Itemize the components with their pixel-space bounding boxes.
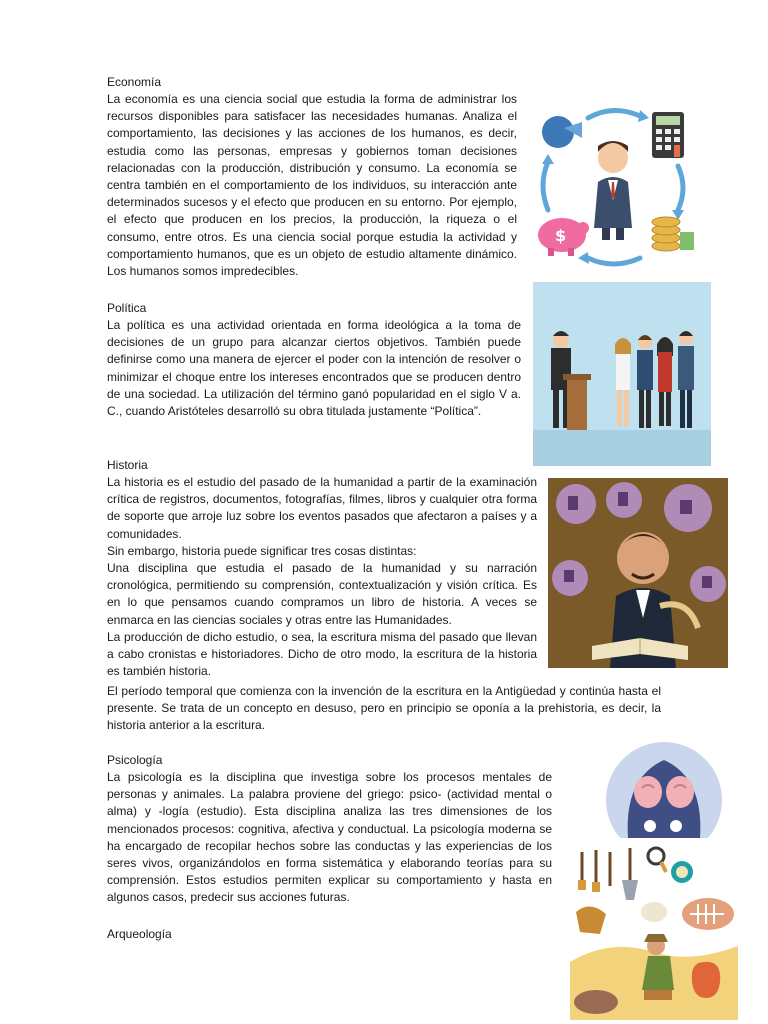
- paragraph: El período temporal que comienza con la invención de la escritura en la Antigüedad y continúa hasta el presente. Se trata de un concepto en desuso, pero en principio se oponía a la prehistoria, es decir, la historia anterior a la escritura.: [107, 684, 661, 733]
- archaeology-tools-illustration: [570, 842, 738, 1020]
- politics-speaker-illustration: [533, 282, 711, 466]
- section-title-historia: Historia: [107, 458, 148, 472]
- section-title-psicologia: Psicología: [107, 753, 163, 767]
- paragraph: La economía es una ciencia social que estudia la forma de administrar los recursos disponibles para satisfacer las necesidades humanas. Analiza el comportamiento, las decisiones y las acciones de los humanos, es decir, estudia como las personas, empresas y gobiernos toman decisiones relacionadas con la producción, distribución y consumo. La economía se centra también en el comportamiento de los individuos, su interacción ante determinados sucesos y el efecto que producen en su entorno. Por ejemplo, el efecto que producen en los precios, la producción, la riqueza o el consumo, entre otros. Es una ciencia social porque estudia la actividad y comportamiento humanos, que es un objeto de estudio altamente dinámico. Los humanos somos impredecibles.: [107, 92, 517, 279]
- paragraph: La política es una actividad orientada en forma ideológica a la toma de decisiones de un grupo para alcanzar ciertos objetivos. También puede definirse como una manera de ejercer el poder con la intención de resolver o minimizar el choque entre los intereses encontrados que se producen dentro de una sociedad. La utilización del término ganó popularidad en el siglo V a. C., cuando Aristóteles desarrolló su obra titulada justamente “Política”.: [107, 318, 521, 419]
- economy-cycle-illustration: [528, 100, 698, 270]
- psychology-brain-illustration: [598, 738, 728, 838]
- svg-text:$: $: [555, 226, 567, 245]
- paragraph: La historia es el estudio del pasado de la humanidad a partir de la examinación crítica de registros, documentos, fotografías, filmes, libros y cualquier otra forma de soporte que arroje luz sobre los eventos pasados que afectaron a países y a comunidades.: [107, 475, 537, 541]
- paragraph: Sin embargo, historia puede significar tres cosas distintas:: [107, 543, 417, 558]
- section-title-politica: Política: [107, 301, 147, 315]
- section-title-economia: Economía: [107, 75, 162, 89]
- paragraph: Una disciplina que estudia el pasado de la humanidad y su narración cronológica, permitiendo su comprensión, contextualización y visión crítica. Es en lo que pensamos cuando compramos un libro de historia. A veces se enmarca en las ciencias sociales y otras entre las Humanidades.: [107, 561, 537, 627]
- section-text-politica: [107, 317, 521, 420]
- paragraph: La psicología es la disciplina que investiga sobre los procesos mentales de personas y animales. La palabra proviene del griego: psico- (actividad mental o alma) y -logía (estudio). Esta disciplina analiza las tres dimensiones de los mencionados procesos: cognitiva, afectiva y conductual. La psicología moderna se ha encargado de recopilar hechos sobre las conductas y las experiencias de los seres vivos, organizándolos en forma sistemática y elaborando teorías para su comprensión. Estos estudios permiten explicar su comportamiento y hasta en algunos casos, predecir sus acciones futuras.: [107, 770, 552, 905]
- section-text-economia: [107, 91, 517, 280]
- section-title-arqueologia: Arqueología: [107, 927, 172, 941]
- section-text-historia-a: [107, 474, 537, 680]
- section-text-historia-b: [107, 683, 661, 735]
- paragraph: La producción de dicho estudio, o sea, la escritura misma del pasado que llevan a cabo cronistas e historiadores. Dicho de otro modo, la escritura de la historia es también historia.: [107, 629, 537, 679]
- section-text-psicologia: [107, 769, 552, 907]
- history-collage-illustration: [548, 478, 728, 668]
